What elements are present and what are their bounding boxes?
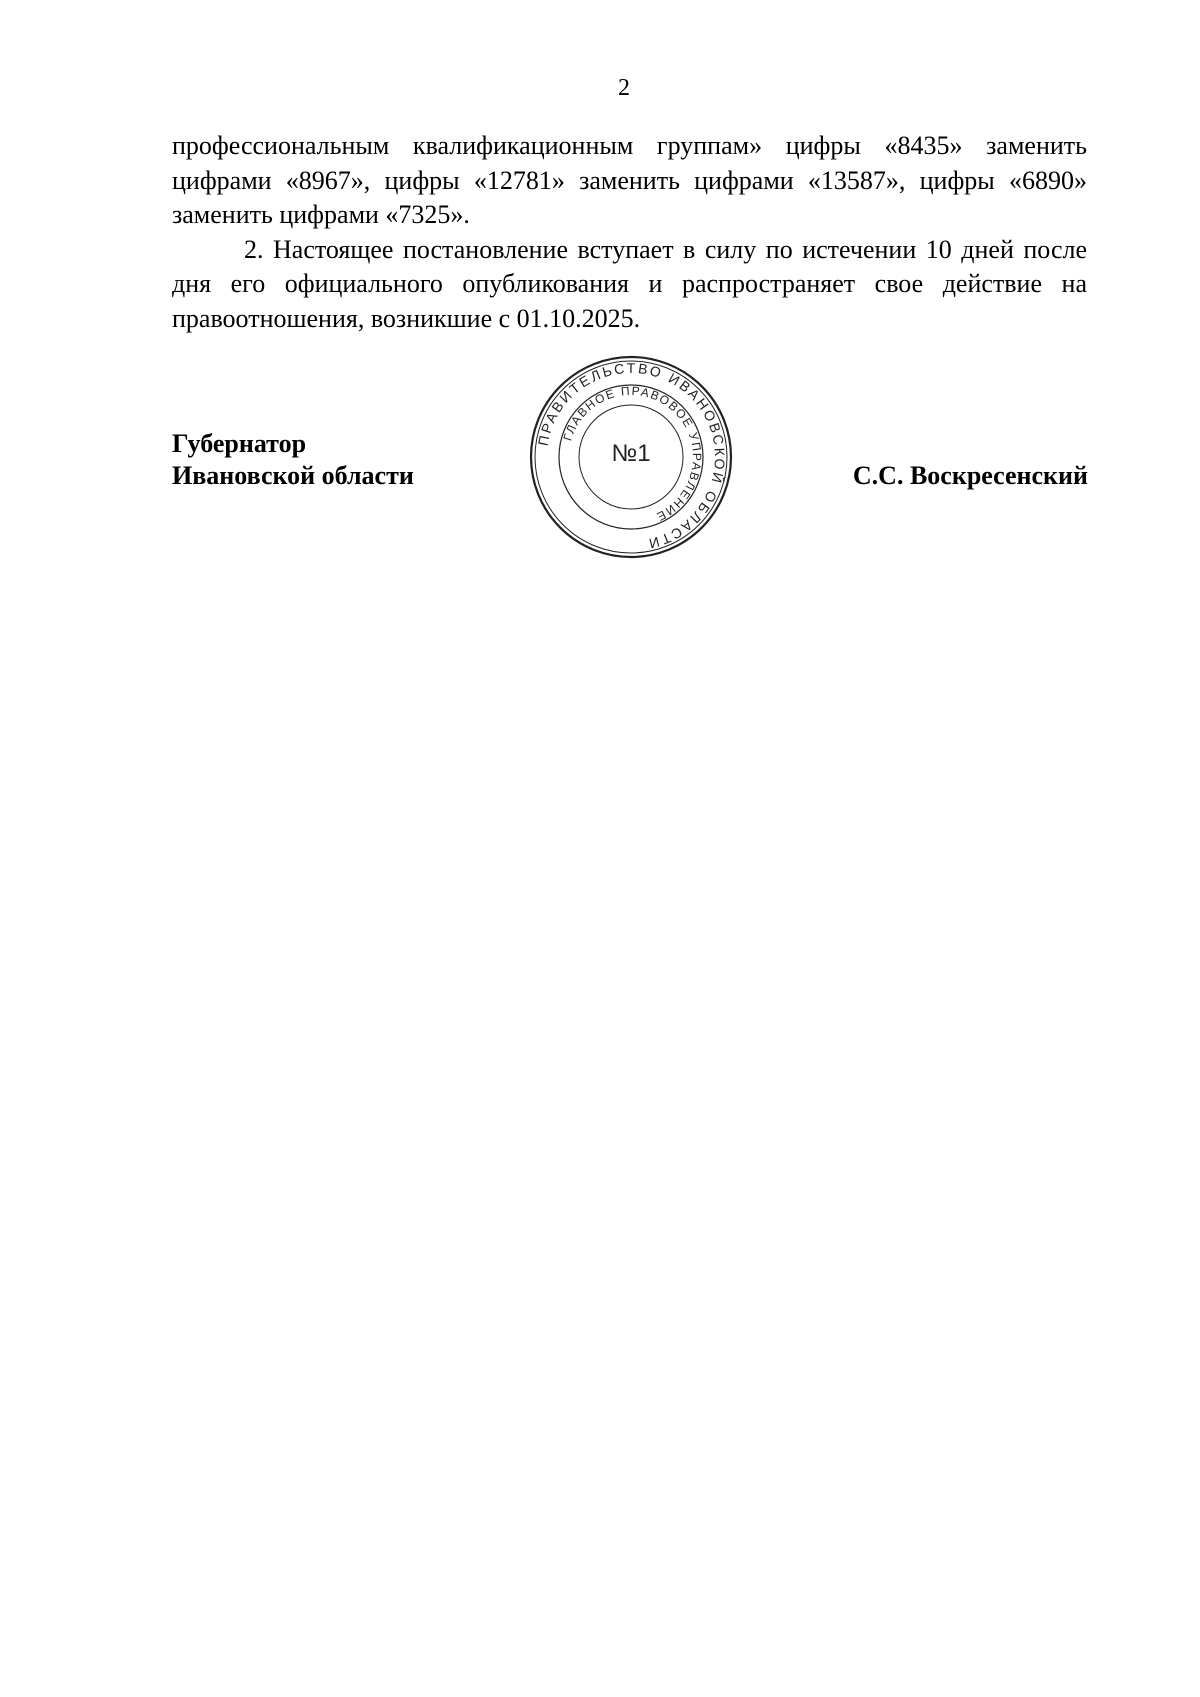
seal-outer-text: ПРАВИТЕЛЬСТВО ИВАНОВСКОЙ ОБЛАСТИ (534, 359, 729, 553)
official-seal (526, 352, 736, 562)
seal-number: №1 (611, 440, 651, 467)
page-number: 2 (618, 75, 630, 101)
signatory-position-line1: Губернатор (172, 429, 307, 458)
signatory-position (172, 428, 414, 492)
signatory-position-line2: Ивановской области (172, 461, 414, 490)
paragraph-continuation: профессиональным квалификационным группам» цифры «8435» заменить цифрами «8967», цифры «12781» заменить цифрами «13587», цифры «6890» заменить цифрами «7325». (172, 131, 1087, 229)
paragraph-effective-date: 2. Настоящее постановление вступает в силу по истечении 10 дней после дня его официального опубликования и распространяет свое действие на правоотношения, возникшие с 01.10.2025. (172, 234, 1087, 333)
signatory-name: С.С. Воскресенский (852, 461, 1088, 490)
seal-inner-text: ГЛАВНОЕ ПРАВОВОЕ УПРАВЛЕНИЕ (560, 383, 705, 525)
document-body (172, 129, 1087, 336)
